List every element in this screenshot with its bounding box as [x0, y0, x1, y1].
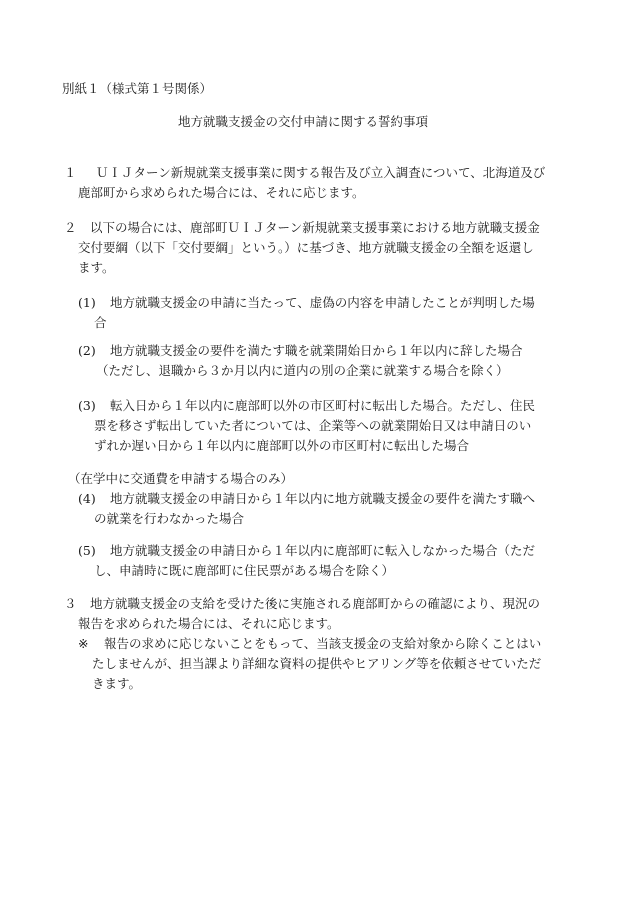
item-line: ます。 — [78, 260, 115, 275]
sub-item-line: ずれか遅い日から１年以内に鹿部町以外の市区町村に転出した場合 — [94, 438, 470, 453]
sub-item-line: （ただし、退職から３か月以内に道内の別の企業に就業する場合を除く） — [96, 363, 509, 378]
item-number: ２ — [64, 220, 77, 235]
note-line: きます。 — [92, 676, 142, 691]
item-line: ＵＩＪターン新規就業支援事業に関する報告及び立入調査について、北海道及び — [96, 165, 546, 180]
sub-item-line: 転入日から１年以内に鹿部町以外の市区町村に転出した場合。ただし、住民 — [110, 398, 536, 413]
sub-item-line: 地方就職支援金の申請に当たって、虚偽の内容を申請したことが判明した場 — [110, 295, 535, 310]
item-line: 交付要綱（以下「交付要綱」という。）に基づき、地方就職支援金の全額を返還し — [78, 240, 534, 255]
item-line: 以下の場合には、鹿部町ＵＩＪターン新規就業支援事業における地方就職支援金 — [90, 220, 540, 235]
sub-item-line: 合 — [94, 315, 107, 330]
sub-item-number: (3) — [78, 398, 96, 413]
student-note: （在学中に交通費を申請する場合のみ） — [68, 471, 294, 486]
sub-item-line: の就業を行わなかった場合 — [94, 511, 245, 526]
sub-item-number: (5) — [78, 543, 96, 558]
sub-item-line: 票を移さず転出していた者については、企業等への就業開始日又は申請日のい — [94, 418, 532, 433]
item-number: １ — [64, 165, 77, 180]
sub-item-number: (4) — [78, 491, 96, 506]
sub-item-line: 地方就職支援金の申請日から１年以内に鹿部町に転入しなかった場合（ただ — [110, 543, 536, 558]
sub-item-line: し、申請時に既に鹿部町に住民票がある場合を除く） — [94, 563, 395, 578]
item-line: 報告を求められた場合には、それに応じます。 — [78, 616, 340, 631]
document-title: 地方就職支援金の交付申請に関する誓約事項 — [178, 114, 429, 129]
item-line: 鹿部町から求められた場合には、それに応じます。 — [78, 185, 365, 200]
item-line: 地方就職支援金の支給を受けた後に実施される鹿部町からの確認により、現況の — [90, 596, 541, 611]
item-number: ３ — [64, 596, 77, 611]
note-mark: ※ — [78, 636, 89, 651]
sub-item-number: (2) — [78, 343, 96, 358]
sub-item-line: 地方就職支援金の要件を満たす職を就業開始日から１年以内に辞した場合 — [110, 343, 523, 358]
sub-item-number: (1) — [78, 295, 96, 310]
sub-item-line: 地方就職支援金の申請日から１年以内に地方就職支援金の要件を満たす職へ — [110, 491, 536, 506]
annex-label: 別紙１（様式第１号関係） — [62, 81, 213, 96]
note-line: たしませんが、担当課より詳細な資料の提供やヒアリング等を依頼させていただ — [92, 656, 542, 671]
note-line: 報告の求めに応じないことをもって、当該支援金の支給対象から除くことはい — [104, 636, 542, 651]
